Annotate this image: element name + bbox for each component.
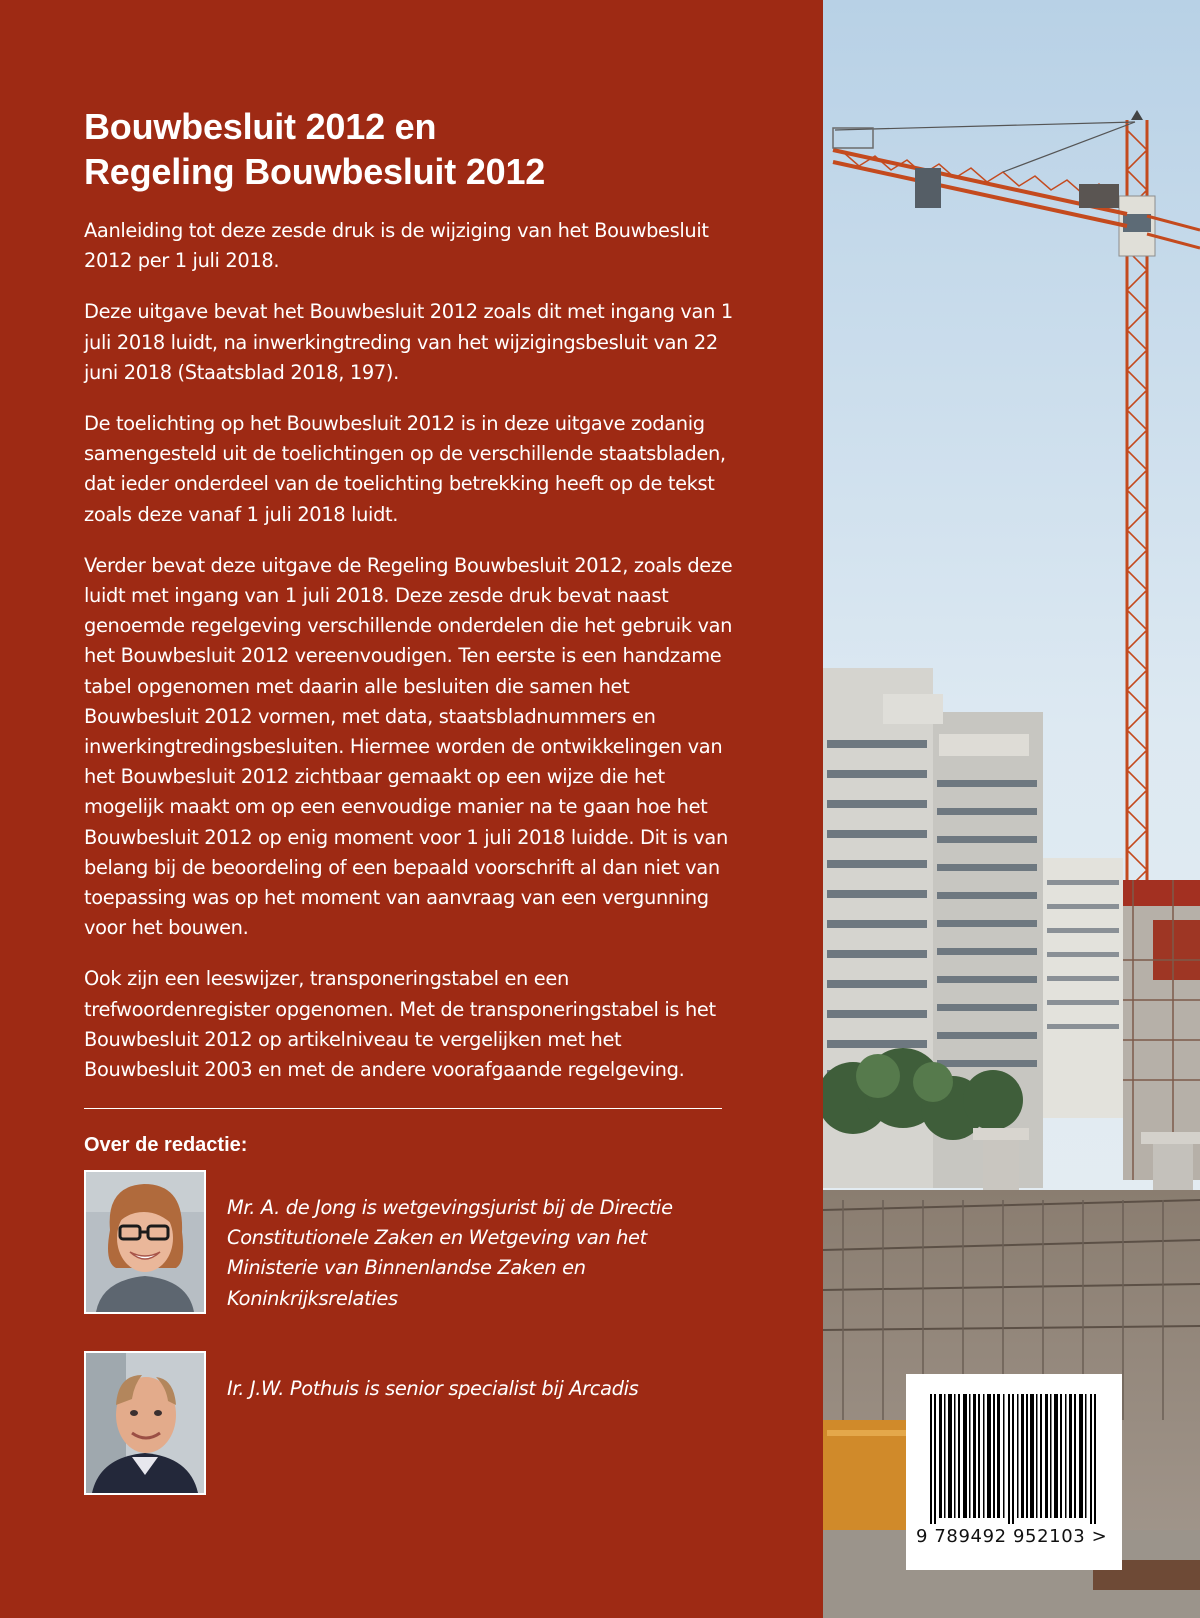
editor-bio-pothuis: Ir. J.W. Pothuis is senior specialist bij Arcadis — [227, 1377, 639, 1400]
editor-photo-de-jong — [84, 1170, 206, 1314]
editor-photo-pothuis — [84, 1351, 206, 1495]
isbn-number: 9 789492 952103 > — [916, 1526, 1108, 1547]
editors-heading: Over de redactie: — [84, 1134, 248, 1156]
title-line-2: Regeling Bouwbesluit 2012 — [84, 151, 546, 192]
book-title — [84, 104, 784, 194]
blurb — [84, 216, 734, 1106]
blurb-paragraph-2: Deze uitgave bevat het Bouwbesluit 2012 zoals dit met ingang van 1 juli 2018 luidt, na inwerkingtreding van het wijzigingsbesluit van 22 juni 2018 (Staatsblad 2018, 197). — [84, 300, 733, 384]
title-line-1: Bouwbesluit 2012 en — [84, 106, 437, 147]
blurb-paragraph-5: Ook zijn een leeswijzer, transponeringstabel en een trefwoordenregister opgenomen. Met de transponeringstabel is het Bouwbesluit 2012 op artikelniveau te vergelijken met het Bouwbesluit 2003 en met de andere voorafgaande regelgeving. — [84, 967, 716, 1082]
blurb-paragraph-4: Verder bevat deze uitgave de Regeling Bouwbesluit 2012, zoals deze luidt met ingang van 1 juli 2018. Deze zesde druk bevat naast genoemde regelgeving verschillende onderdelen die het gebruik van het Bouwbesluit 2012 vereenvoudigen. Ten eerste is een handzame tabel opgenomen met daarin alle besluiten die samen het Bouwbesluit 2012 vormen, met data, staatsbladnummers en inwerkingtredingsbesluiten. Hiermee worden de ontwikkelingen van het Bouwbesluit 2012 zichtbaar gemaakt op een wijze die het mogelijk maakt om op een eenvoudige manier na te gaan hoe het Bouwbesluit 2012 op enig moment voor 1 juli 2018 luidde. Dit is van belang bij de beoordeling of een bepaald voorschrift al dan niet van toepassing was op het moment van aanvraag van een vergunning voor het bouwen. — [84, 553, 733, 940]
blurb-paragraph-3: De toelichting op het Bouwbesluit 2012 is in deze uitgave zodanig samengesteld uit de toelichtingen op de verschillende staatsbladen, dat ieder onderdeel van de toelichting betrekking heeft op de tekst zoals deze vanaf 1 juli 2018 luidt. — [84, 412, 726, 526]
editor-bio-de-jong: Mr. A. de Jong is wetgevingsjurist bij de Directie Constitutionele Zaken en Wetgeving van het Ministerie van Binnenlandse Zaken en Koninkrijksrelaties — [227, 1196, 673, 1310]
barcode-bars — [930, 1394, 1098, 1524]
section-divider — [84, 1108, 722, 1109]
isbn-barcode — [906, 1374, 1122, 1570]
blurb-paragraph-1: Aanleiding tot deze zesde druk is de wijziging van het Bouwbesluit 2012 per 1 juli 2018. — [84, 219, 709, 273]
